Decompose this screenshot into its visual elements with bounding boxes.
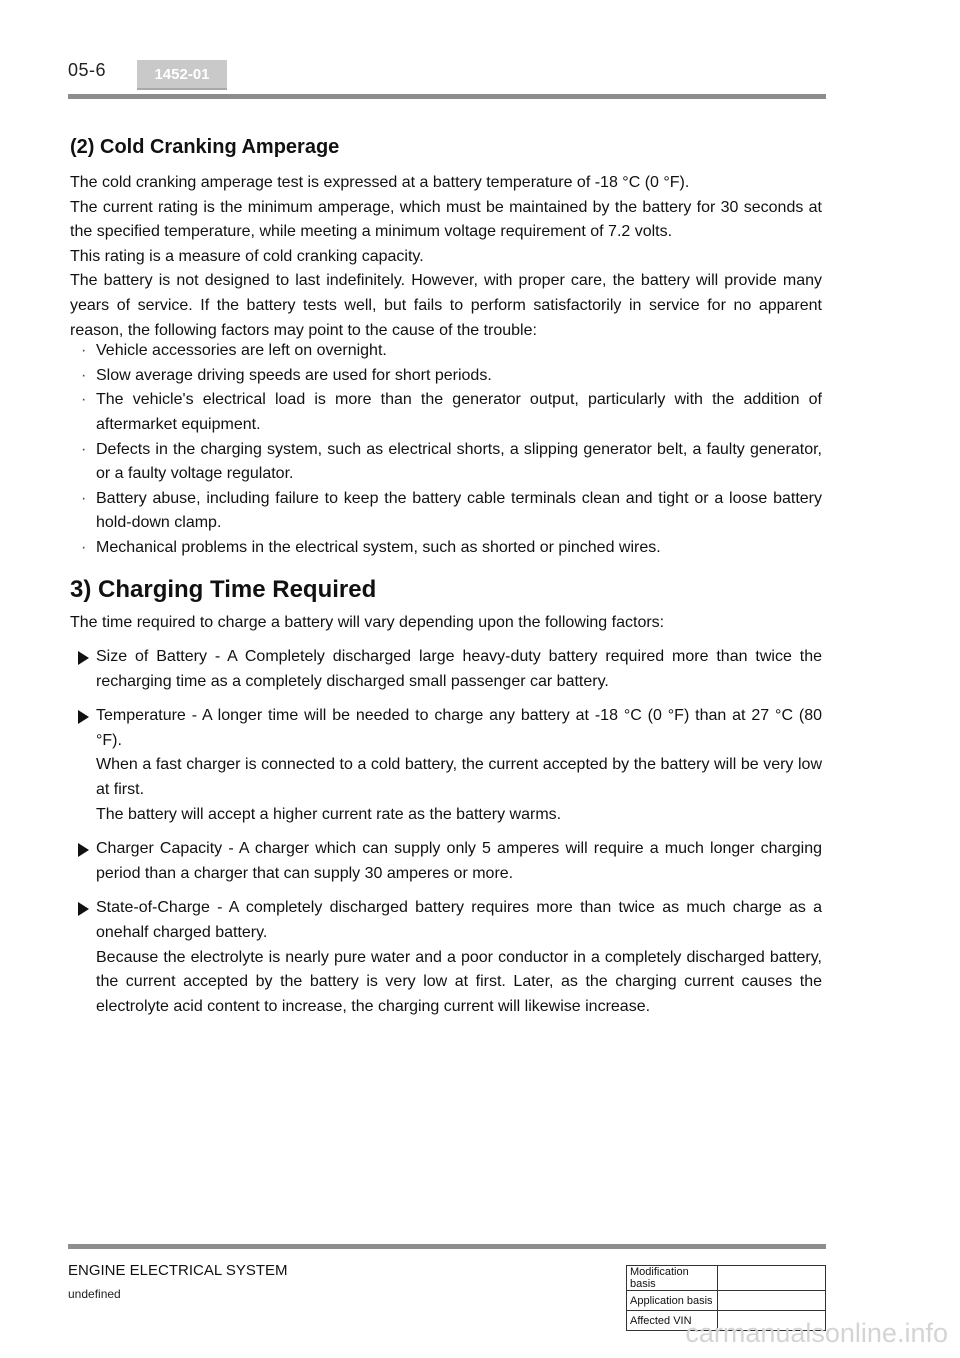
page-number: 05-6 [68,60,107,80]
middle-dot-icon: · [81,342,87,360]
list-item: · Vehicle accessories are left on overnight. [70,339,822,364]
triangle-right-icon [78,651,89,665]
middle-dot-icon: · [81,440,87,458]
cold-cranking-paragraph: The battery is not designed to last indefinitely. However, with proper care, the battery will provide many years of service. If the battery tests well, but fails to perform satisfactorily in service for no apparent reason, the following factors may point to the cause of the trouble: [70,272,822,339]
basis-label: Affected VIN [627,1311,718,1331]
trouble-factors-list [70,339,822,560]
middle-dot-icon: · [81,391,87,409]
basis-value [718,1266,826,1291]
factor-item-temperature: Temperature - A longer time will be needed to charge any battery at -18 °C (0 °F) than at 27 °C (80 °F). When a fast charger is connected to a cold battery, the current accepted by the battery will be very low at first. The battery will accept a higher current rate as the battery warms. [70,704,822,827]
table-row [627,1291,826,1311]
page-content [70,134,822,1019]
list-item: · Mechanical problems in the electrical system, such as shorted or pinched wires. [70,536,822,561]
cold-cranking-paragraph: This rating is a measure of cold cranking capacity. [70,247,424,265]
footer-title: ENGINE ELECTRICAL SYSTEM [68,1262,288,1279]
charging-time-heading: 3) Charging Time Required [70,575,377,603]
basis-label: Application basis [627,1291,718,1311]
section-code-badge: 1452-01 [137,60,227,90]
triangle-right-icon [78,843,89,857]
middle-dot-icon: · [81,489,87,507]
cold-cranking-paragraph: The current rating is the minimum amperage, which must be maintained by the battery for 30 seconds at the specified temperature, while meeting a minimum voltage requirement of 7.2 volts. [70,198,822,241]
list-item: · Battery abuse, including failure to keep the battery cable terminals clean and tight or a loose battery hold-down clamp. [70,487,822,536]
list-item: · Defects in the charging system, such as electrical shorts, a slipping generator belt, a faulty generator, or a faulty voltage regulator. [70,438,822,487]
basis-value [718,1291,826,1311]
cold-cranking-paragraph: The cold cranking amperage test is expressed at a battery temperature of -18 °C (0 °F). [70,174,690,191]
charging-time-intro: The time required to charge a battery will vary depending upon the following factors: [70,613,665,631]
table-row [627,1266,826,1291]
triangle-right-icon [78,710,89,724]
factor-item-state-of-charge: State-of-Charge - A completely discharged battery requires more than twice as much charge as a onehalf charged battery. Because the electrolyte is nearly pure water and a poor conductor in a completely discharged battery, the current accepted by the battery is very low at first. Later, as the charging current causes the electrolyte acid content to increase, the charging current will likewise increase. [70,896,822,1019]
list-item: · The vehicle's electrical load is more than the generator output, particularly with the addition of aftermarket equipment. [70,388,822,437]
watermark: carmanualsonline.info [685,1318,948,1348]
cold-cranking-heading: (2) Cold Cranking Amperage [70,136,340,158]
list-item: · Slow average driving speeds are used for short periods. [70,364,822,389]
factor-item-charger-capacity: Charger Capacity - A charger which can supply only 5 amperes will require a much longer charging period than a charger that can supply 30 amperes or more. [70,837,822,886]
triangle-right-icon [78,902,89,916]
header-divider [68,94,826,99]
footer-subtitle: undefined [68,1287,121,1301]
middle-dot-icon: · [81,538,87,556]
basis-label: Modification basis [627,1266,718,1291]
middle-dot-icon: · [81,366,87,384]
footer-divider [68,1244,826,1249]
factor-item-battery-size: Size of Battery - A Completely discharged large heavy-duty battery required more than twice the recharging time as a completely discharged small passenger car battery. [70,645,822,694]
